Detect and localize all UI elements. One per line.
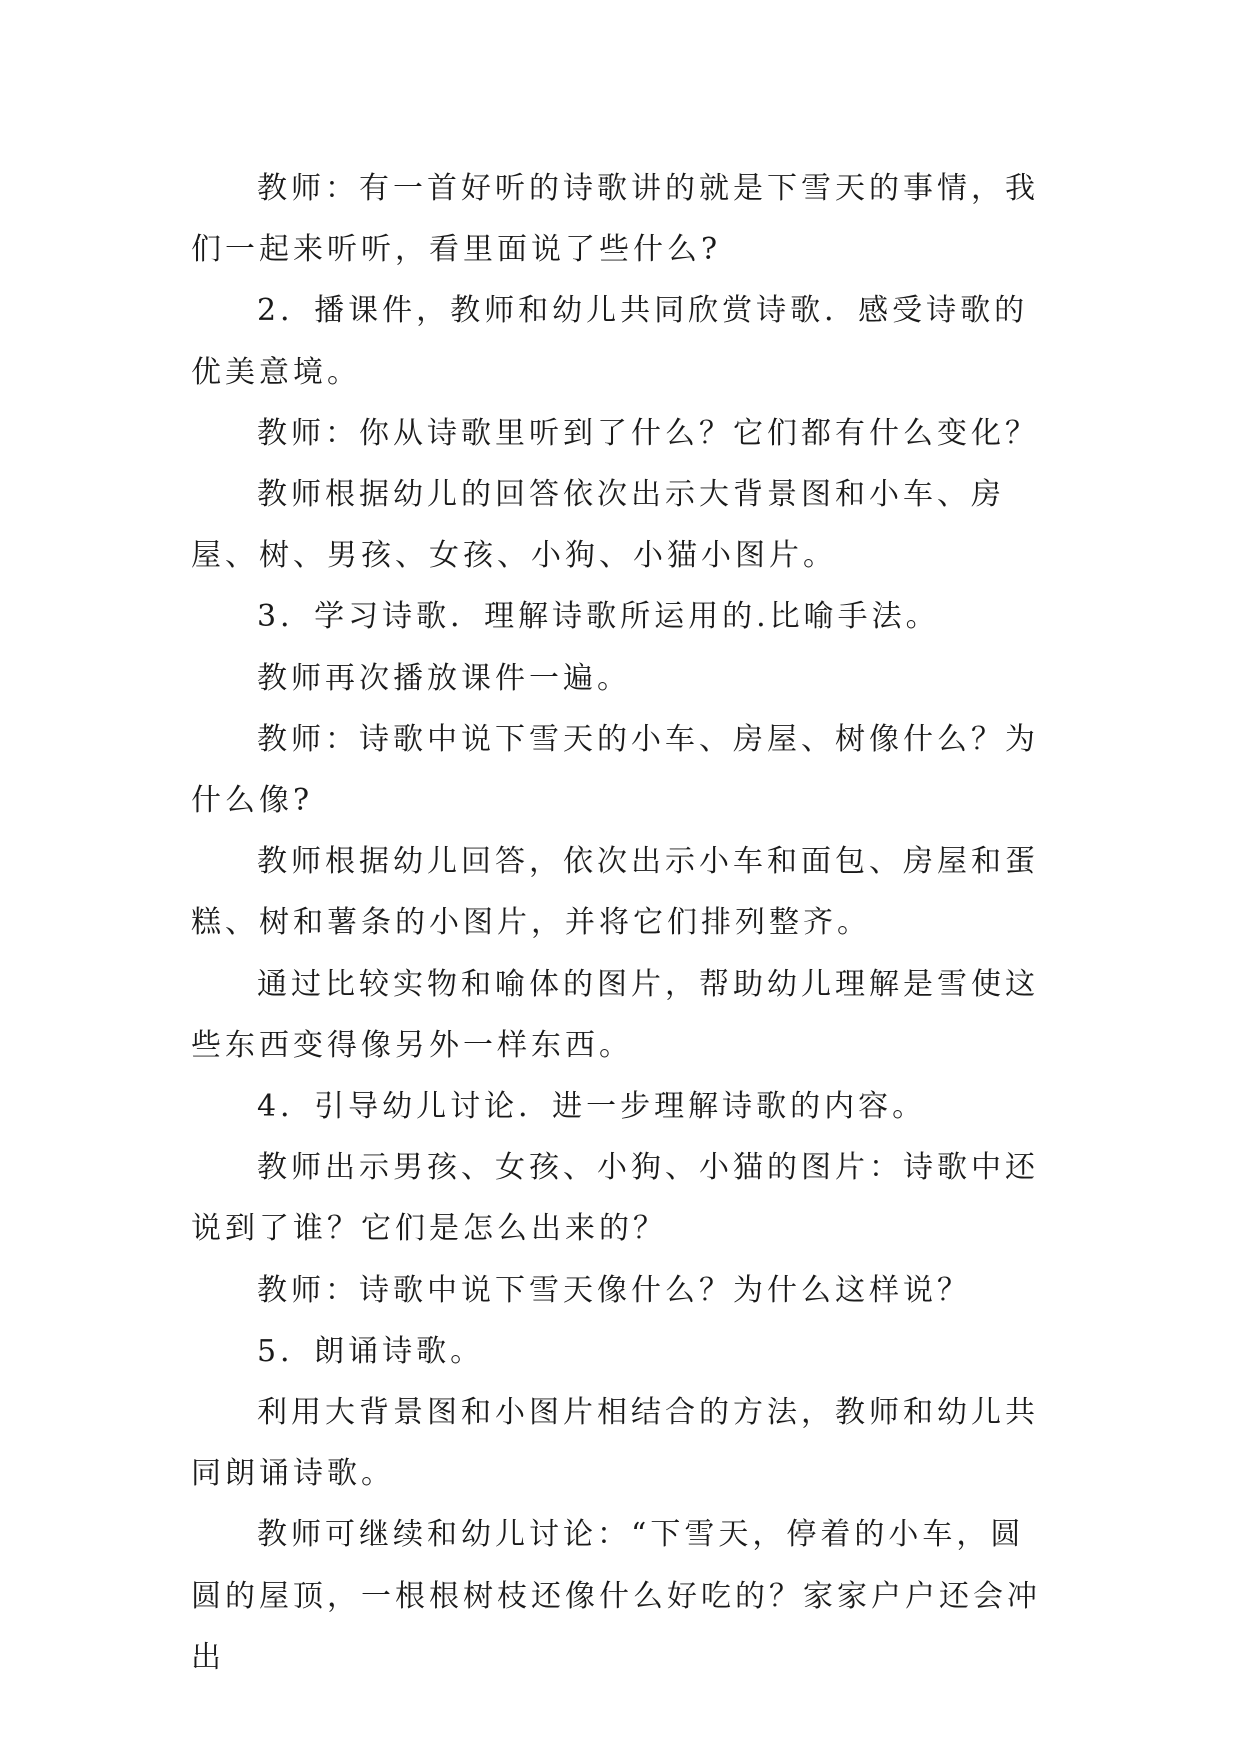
paragraph: 通过比较实物和喻体的图片，帮助幼儿理解是雪使这些东西变得像另外一样东西。 <box>191 966 1039 1063</box>
paragraph: 教师：你从诗歌里听到了什么？它们都有什么变化？ <box>257 415 1039 451</box>
paragraph: 3．学习诗歌．理解诗歌所运用的.比喻手法。 <box>257 599 940 635</box>
paragraph: 教师根据幼儿的回答依次出示大背景图和小车、房屋、树、男孩、女孩、小狗、小猫小图片。 <box>191 477 1005 574</box>
paragraph: 教师：诗歌中说下雪天的小车、房屋、树像什么？为什么像? <box>191 721 1039 819</box>
paragraph: 2．播课件，教师和幼儿共同欣赏诗歌．感受诗歌的优美意境。 <box>191 293 1029 390</box>
paragraph: 教师出示男孩、女孩、小狗、小猫的图片：诗歌中还说到了谁？它们是怎么出来的？ <box>191 1150 1039 1247</box>
paragraph: 4．引导幼儿讨论．进一步理解诗歌的内容。 <box>257 1089 927 1125</box>
paragraph: 教师可继续和幼儿讨论：“下雪天，停着的小车，圆圆的屋顶，一根根树枝还像什么好吃的？家家户户还会冲出 <box>191 1517 1041 1675</box>
paragraph: 教师再次播放课件一遍。 <box>257 660 631 696</box>
paragraph: 利用大背景图和小图片相结合的方法，教师和幼儿共同朗诵诗歌。 <box>191 1395 1039 1492</box>
body-text <box>191 158 1051 1688</box>
paragraph: 教师根据幼儿回答，依次出示小车和面包、房屋和蛋糕、树和薯条的小图片，并将它们排列整齐。 <box>191 844 1039 941</box>
paragraph: 5．朗诵诗歌。 <box>257 1333 485 1369</box>
paragraph: 教师：诗歌中说下雪天像什么？为什么这样说？ <box>257 1272 971 1308</box>
paragraph: 教师：有一首好听的诗歌讲的就是下雪天的事情，我们一起来听听，看里面说了些什么? <box>191 171 1039 268</box>
